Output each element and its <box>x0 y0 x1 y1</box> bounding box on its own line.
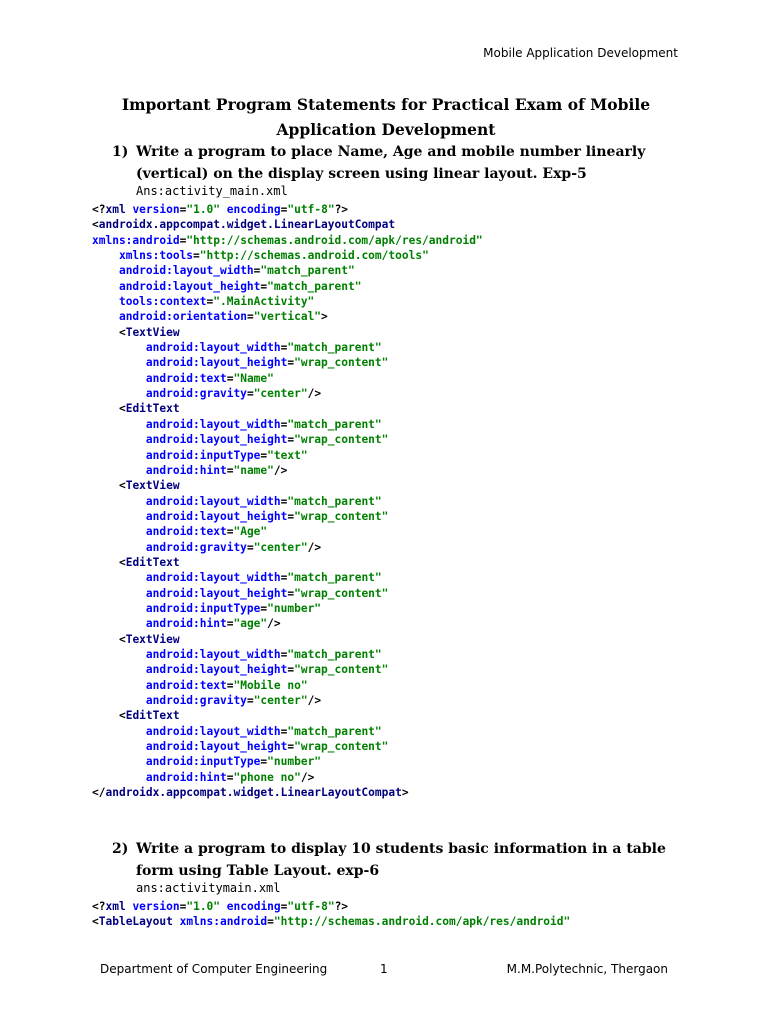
code-token: "1.0" <box>186 900 221 913</box>
code-token: EditText <box>125 709 180 723</box>
question-text: Write a program to display 10 students basic information in a table form using Table Layout. exp-6 <box>136 841 666 879</box>
code-line <box>92 417 483 432</box>
code-token: "name" <box>233 463 274 477</box>
code-token: < <box>118 479 126 493</box>
code-token: android:layout_height <box>145 740 288 754</box>
code-line <box>92 708 483 723</box>
code-token: = <box>267 915 274 929</box>
code-line <box>92 616 483 631</box>
code-token: = <box>246 540 254 554</box>
code-token: = <box>226 617 234 631</box>
code-token: "wrap_content" <box>294 586 389 600</box>
code-token: android:layout_width <box>145 647 281 661</box>
code-token: = <box>260 448 268 462</box>
code-token: android:layout_width <box>145 571 281 585</box>
code-token: = <box>226 770 234 784</box>
code-token: = <box>287 509 295 523</box>
code-token: android:gravity <box>145 387 247 401</box>
code-token: "1.0" <box>186 203 221 216</box>
code-token: <? <box>92 900 106 913</box>
code-line <box>92 914 570 929</box>
code-line <box>92 647 483 662</box>
code-line <box>92 785 483 800</box>
code-token: encoding <box>220 203 281 216</box>
code-line <box>92 570 483 585</box>
code-line <box>92 739 483 754</box>
code-line <box>92 899 570 914</box>
code-token: android:layout_width <box>145 494 281 508</box>
code-token: android:gravity <box>145 540 247 554</box>
code-token: "Age" <box>233 525 268 539</box>
code-token: = <box>246 310 254 324</box>
code-line <box>92 371 483 386</box>
code-token: = <box>246 694 254 707</box>
code-token: android:text <box>145 525 227 539</box>
code-token: < <box>118 555 126 569</box>
code-token: "match_parent" <box>287 647 382 661</box>
code-token: "center" <box>253 540 308 554</box>
code-line <box>92 248 483 263</box>
code-token: android:orientation <box>118 310 247 324</box>
code-token: "match_parent" <box>287 724 382 738</box>
code-line <box>92 432 483 447</box>
code-token: "age" <box>233 617 268 631</box>
code-token: = <box>280 417 288 431</box>
code-token: TextView <box>125 325 180 339</box>
code-token: android:layout_height <box>145 586 288 600</box>
running-header: Mobile Application Development <box>483 46 678 60</box>
code-line <box>92 509 483 524</box>
code-token: = <box>193 249 200 263</box>
document-title: Important Program Statements for Practical Exam of Mobile Application Development <box>121 95 651 139</box>
code-token: = <box>253 264 261 278</box>
code-token: = <box>226 525 234 539</box>
code-token: ?> <box>334 900 349 913</box>
code-token: < <box>118 402 126 416</box>
code-line <box>92 340 483 355</box>
code-token: android:hint <box>145 617 227 631</box>
code-line <box>92 401 483 416</box>
question-text: Write a program to place Name, Age and mobile number linearly (vertical) on the display screen using linear layout. Exp-5 <box>136 144 646 182</box>
code-line <box>92 494 483 509</box>
code-line <box>92 540 483 555</box>
code-token: android:layout_height <box>145 663 288 677</box>
code-token: xml <box>105 203 133 216</box>
code-line <box>92 662 483 677</box>
answer-label: ans:activitymain.xml <box>136 881 281 895</box>
code-token: < <box>118 709 126 723</box>
code-line <box>92 478 483 493</box>
code-token: "wrap_content" <box>294 663 389 677</box>
code-token: = <box>280 571 288 585</box>
code-token: encoding <box>220 900 281 913</box>
code-token: "utf-8" <box>287 203 335 216</box>
code-line <box>92 279 483 294</box>
code-token: = <box>280 724 288 738</box>
code-token: android:layout_height <box>118 279 261 293</box>
code-token: = <box>179 233 187 247</box>
code-token: < <box>92 218 99 232</box>
code-token: EditText <box>125 555 180 569</box>
code-token: < <box>118 632 126 646</box>
code-token: "http://schemas.android.com/apk/res/android" <box>186 233 483 247</box>
code-token: > <box>401 786 409 800</box>
code-token: version <box>132 203 180 216</box>
code-token: "Mobile no" <box>233 678 308 692</box>
code-token: ".MainActivity" <box>213 295 315 309</box>
code-token: "http://schemas.android.com/apk/res/android" <box>273 915 571 929</box>
code-token: "http://schemas.android.com/tools" <box>199 249 429 263</box>
code-token: "phone no" <box>233 770 301 784</box>
code-token: "text" <box>267 448 308 462</box>
code-token: TextView <box>125 632 180 646</box>
code-token: = <box>260 755 268 769</box>
code-line <box>92 754 483 769</box>
code-token: = <box>280 494 288 508</box>
question-number: 1) <box>112 144 129 160</box>
code-token: "number" <box>267 755 322 769</box>
code-token: android:layout_height <box>145 433 288 447</box>
code-token: xmlns:android <box>92 233 180 247</box>
code-token: "match_parent" <box>260 264 355 278</box>
question-1 <box>112 141 692 185</box>
code-token: = <box>226 371 234 385</box>
code-line <box>92 294 483 309</box>
code-token: "wrap_content" <box>294 740 389 754</box>
code-token: "match_parent" <box>287 494 382 508</box>
code-token: </ <box>92 786 106 800</box>
code-token: "center" <box>253 387 308 401</box>
code-line <box>92 678 483 693</box>
code-token: > <box>321 310 328 324</box>
code-token: "match_parent" <box>287 341 382 355</box>
code-token: = <box>287 663 295 677</box>
code-block-2 <box>92 899 570 930</box>
code-token: = <box>226 678 234 692</box>
code-line <box>92 770 483 785</box>
code-token: android:gravity <box>145 694 247 707</box>
code-token: android:layout_width <box>118 264 254 278</box>
code-token: = <box>280 203 288 216</box>
code-token: = <box>179 203 187 216</box>
code-token: "center" <box>253 694 308 707</box>
code-token: xml <box>105 900 133 913</box>
question-number: 2) <box>112 841 129 857</box>
code-token: androidx.appcompat.widget.LinearLayoutCompat <box>105 786 402 800</box>
answer-label: Ans:activity_main.xml <box>136 184 288 198</box>
code-token: android:hint <box>145 463 227 477</box>
code-token: = <box>260 279 268 293</box>
code-token: "match_parent" <box>287 571 382 585</box>
code-token: "wrap_content" <box>294 356 389 370</box>
code-token: <? <box>92 203 106 216</box>
code-token: = <box>179 900 187 913</box>
code-token: tools:context <box>118 295 207 309</box>
code-token: EditText <box>125 402 180 416</box>
code-line <box>92 632 483 647</box>
code-token: = <box>287 740 295 754</box>
code-line <box>92 693 483 708</box>
code-token: TextView <box>125 479 180 493</box>
code-line <box>92 586 483 601</box>
code-token: < <box>118 325 126 339</box>
code-token: /> <box>267 617 281 631</box>
code-token: android:text <box>145 371 227 385</box>
code-token: android:layout_width <box>145 341 281 355</box>
code-token: "match_parent" <box>267 279 362 293</box>
code-token: /> <box>273 463 288 477</box>
code-line <box>92 217 483 232</box>
code-line <box>92 355 483 370</box>
code-token: = <box>287 356 295 370</box>
question-2 <box>112 838 692 882</box>
code-line <box>92 325 483 340</box>
code-token: /> <box>307 540 322 554</box>
code-token: "vertical" <box>253 310 322 324</box>
code-token: = <box>280 341 288 355</box>
footer-institute: M.M.Polytechnic, Thergaon <box>506 962 668 976</box>
code-token: /> <box>307 694 322 707</box>
footer-department: Department of Computer Engineering <box>100 962 328 976</box>
code-token: "wrap_content" <box>294 509 389 523</box>
code-token: /> <box>300 770 315 784</box>
code-token: = <box>226 463 234 477</box>
code-token: < <box>92 915 99 929</box>
code-line <box>92 233 483 248</box>
code-block-1 <box>92 202 483 800</box>
code-token: "Name" <box>233 371 274 385</box>
code-token: = <box>246 387 254 401</box>
code-token: android:inputType <box>145 601 261 615</box>
code-token: "utf-8" <box>287 900 335 913</box>
code-token: androidx.appcompat.widget.LinearLayoutCompat <box>98 218 396 232</box>
footer-page-number: 1 <box>380 962 388 976</box>
code-token: android:inputType <box>145 448 261 462</box>
code-token: android:layout_height <box>145 356 288 370</box>
code-token: = <box>206 295 214 309</box>
code-line <box>92 463 483 478</box>
code-token: android:text <box>145 678 227 692</box>
code-token: = <box>260 601 268 615</box>
code-token: = <box>287 586 295 600</box>
code-line <box>92 555 483 570</box>
code-token: ?> <box>334 203 349 216</box>
code-line <box>92 524 483 539</box>
code-token: android:layout_width <box>145 417 281 431</box>
code-line <box>92 202 483 217</box>
code-token: = <box>287 433 295 447</box>
code-token: android:inputType <box>145 755 261 769</box>
code-token: android:hint <box>145 770 227 784</box>
code-line <box>92 309 483 324</box>
code-token: version <box>132 900 180 913</box>
code-line <box>92 724 483 739</box>
code-token: "wrap_content" <box>294 433 389 447</box>
code-line <box>92 601 483 616</box>
code-token: = <box>280 647 288 661</box>
code-token: /> <box>307 387 322 401</box>
code-token: android:layout_height <box>145 509 288 523</box>
code-token: xmlns:tools <box>118 249 194 263</box>
code-token: "number" <box>267 601 322 615</box>
code-token: android:layout_width <box>145 724 281 738</box>
code-token: = <box>280 900 288 913</box>
code-line <box>92 263 483 278</box>
code-line <box>92 386 483 401</box>
code-token: xmlns:android <box>179 915 268 929</box>
code-token: "match_parent" <box>287 417 382 431</box>
code-token: TableLayout <box>98 915 180 929</box>
code-line <box>92 448 483 463</box>
